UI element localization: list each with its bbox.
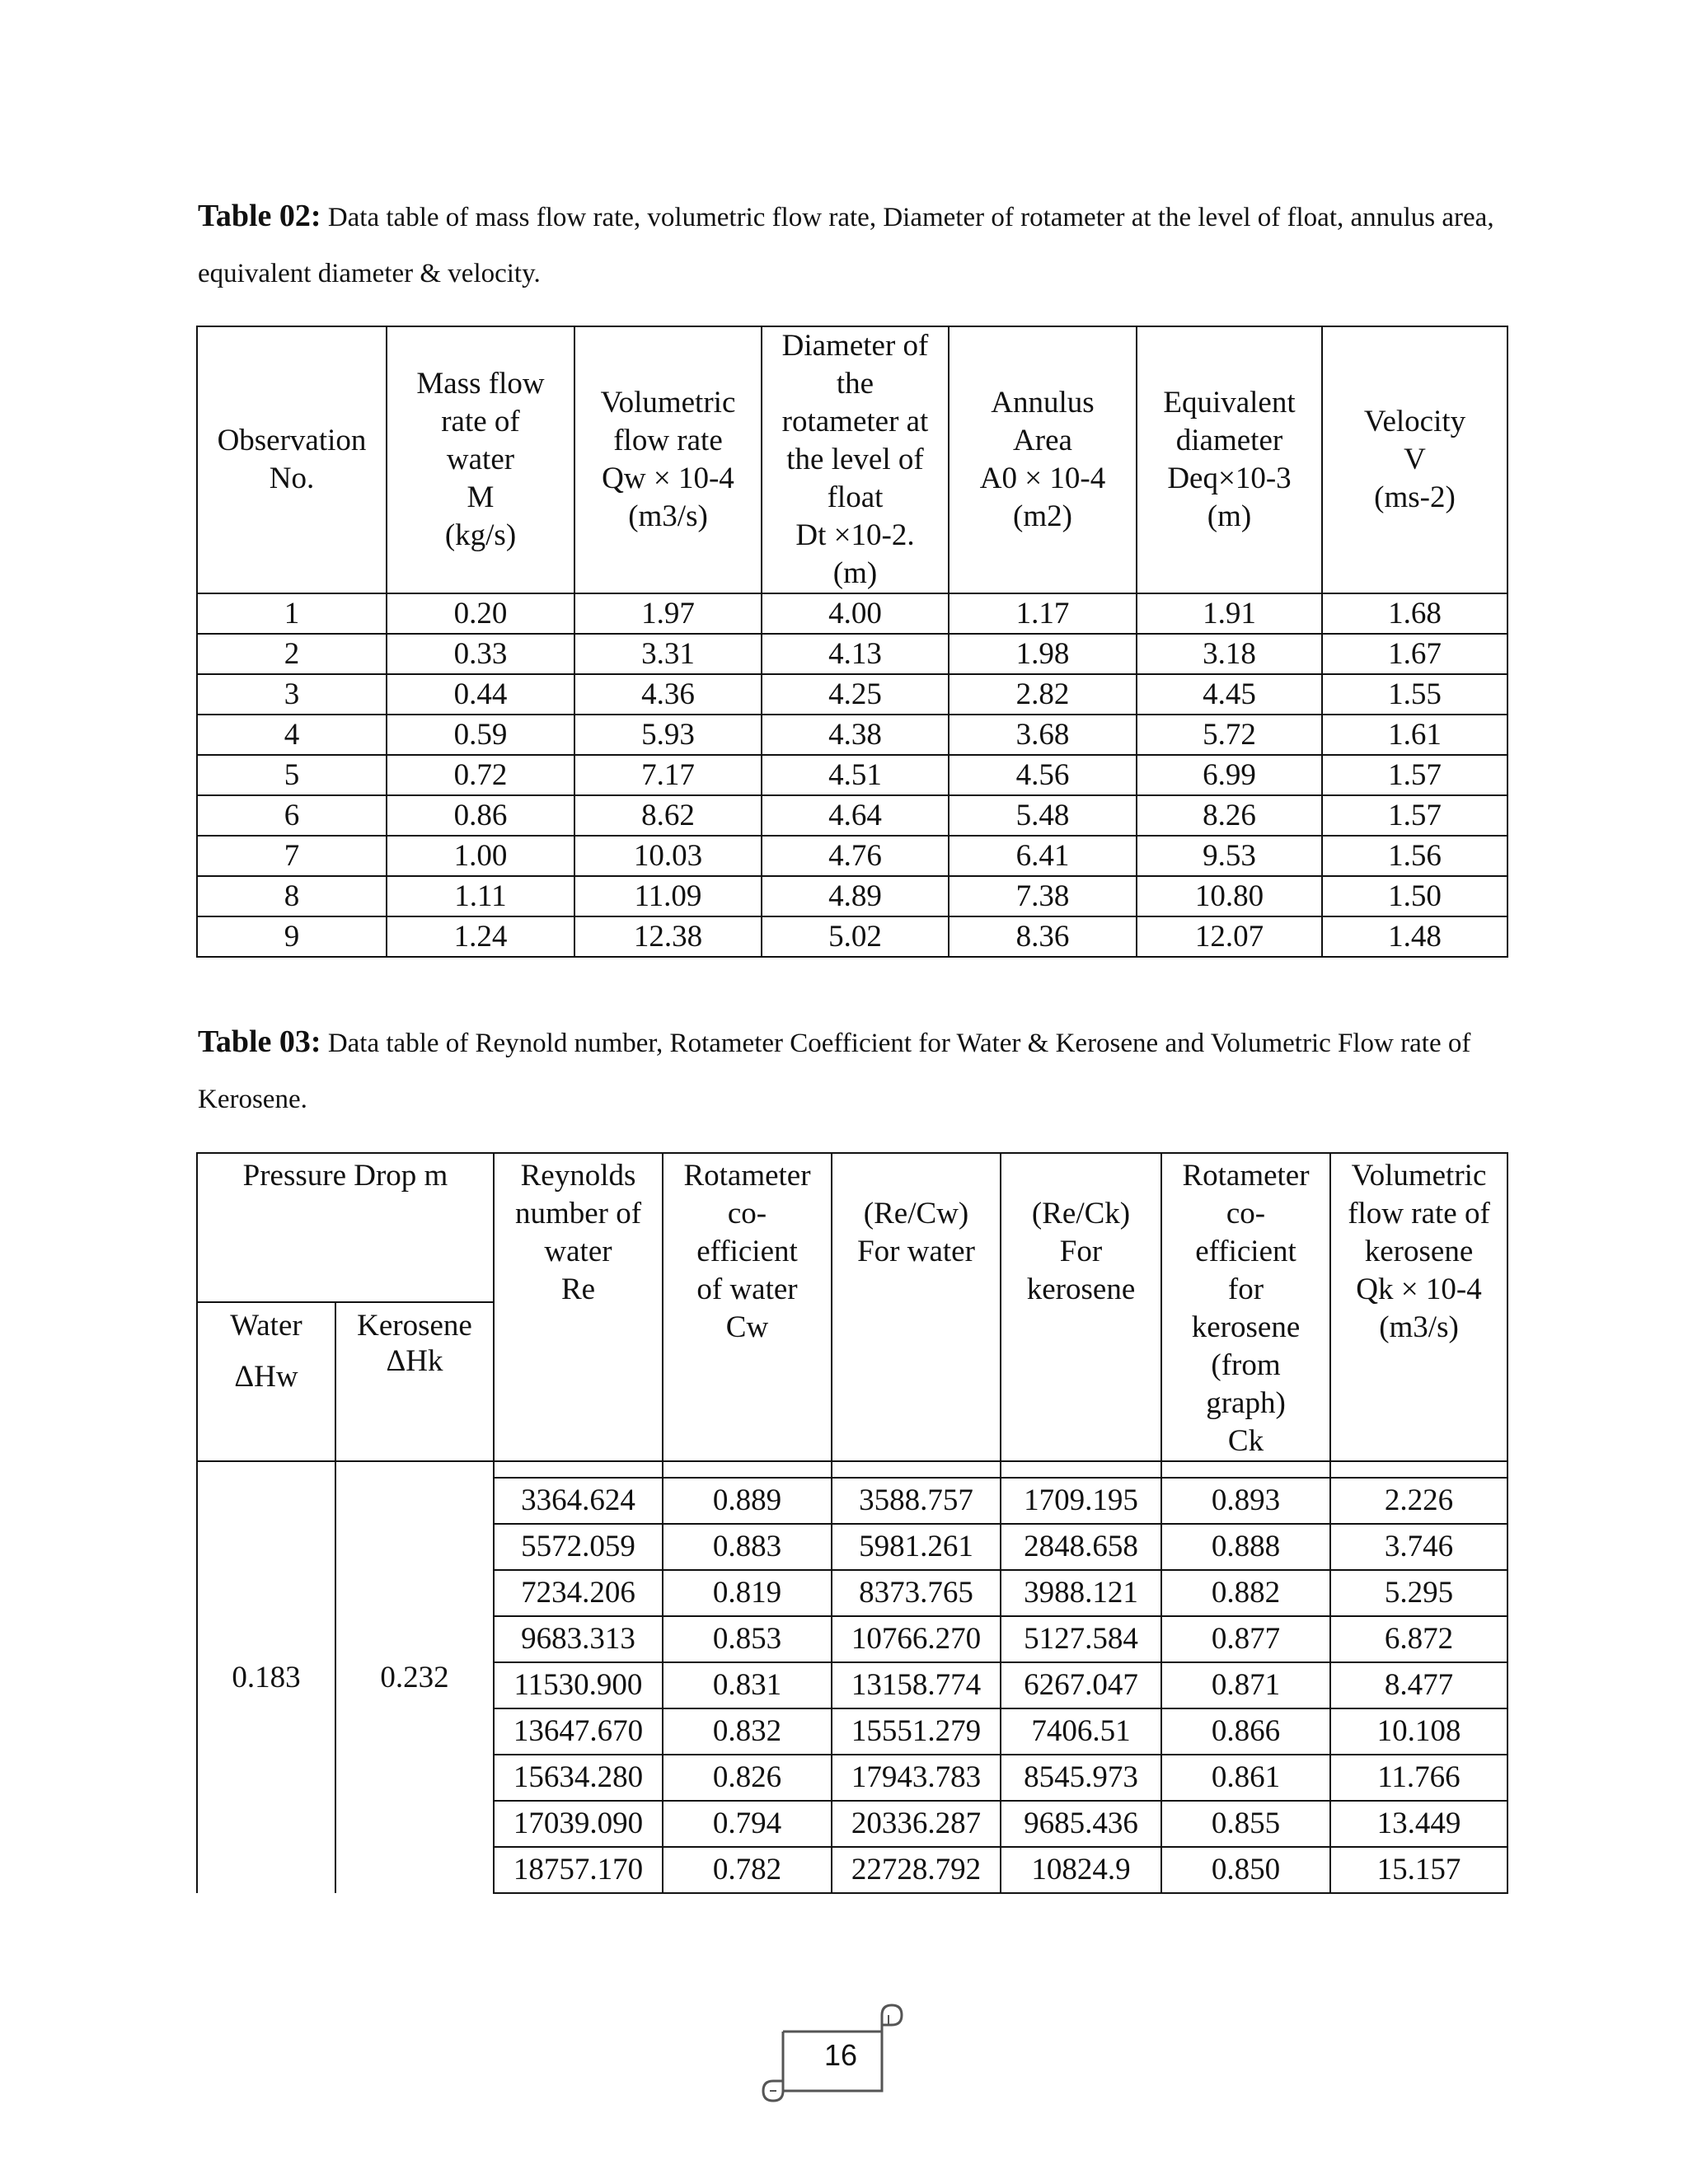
table-cell: 0.861	[1161, 1755, 1330, 1801]
table-cell: 3.746	[1330, 1524, 1507, 1570]
table-row	[197, 795, 1507, 836]
header-coef-water: Rotameter co- efficient of water Cw	[663, 1153, 832, 1461]
header-kerosene-dh: Kerosene ΔHk	[335, 1302, 494, 1461]
table-cell: 10766.270	[832, 1616, 1001, 1662]
table-row	[197, 836, 1507, 876]
table-cell: 3.18	[1137, 634, 1322, 674]
spacer-cell	[663, 1461, 832, 1478]
table02-caption-label: Table 02:	[198, 199, 321, 233]
table-cell: 7406.51	[1001, 1708, 1161, 1755]
table-cell: 8373.765	[832, 1570, 1001, 1616]
table-cell: 0.832	[663, 1708, 832, 1755]
table-cell: 0.44	[387, 674, 574, 715]
table03	[196, 1152, 1508, 1894]
table-cell: 2848.658	[1001, 1524, 1161, 1570]
table-cell: 7.17	[574, 755, 762, 795]
table-cell: 15551.279	[832, 1708, 1001, 1755]
table-cell: 9	[197, 916, 387, 957]
table-cell: 9.53	[1137, 836, 1322, 876]
table-cell: 7	[197, 836, 387, 876]
table-cell: 1.67	[1322, 634, 1507, 674]
table-cell: 0.831	[663, 1662, 832, 1708]
table-cell: 0.782	[663, 1847, 832, 1893]
table-cell: 1.61	[1322, 715, 1507, 755]
table-cell: 3	[197, 674, 387, 715]
table-cell: 0.866	[1161, 1708, 1330, 1755]
table-cell: 1.50	[1322, 876, 1507, 916]
table-cell: 1.24	[387, 916, 574, 957]
table-cell: 4.76	[762, 836, 949, 876]
table-cell: 3588.757	[832, 1478, 1001, 1524]
table-cell: 0.59	[387, 715, 574, 755]
table-cell: 0.86	[387, 795, 574, 836]
water-dh-cell: 0.183	[197, 1461, 335, 1893]
table-cell: 18757.170	[494, 1847, 663, 1893]
spacer-row	[197, 1461, 1507, 1478]
table-cell: 0.819	[663, 1570, 832, 1616]
table-cell: 7.38	[949, 876, 1137, 916]
table-cell: 1.97	[574, 593, 762, 634]
table-cell: 5981.261	[832, 1524, 1001, 1570]
page-number: 16	[823, 2038, 858, 2072]
table-row	[197, 916, 1507, 957]
table-cell: 13.449	[1330, 1801, 1507, 1847]
header-equivalent-diameter: Equivalent diameter Deq×10-3 (m)	[1137, 326, 1322, 593]
table-cell: 1.68	[1322, 593, 1507, 634]
table-cell: 6.872	[1330, 1616, 1507, 1662]
header-velocity: Velocity V (ms-2)	[1322, 326, 1507, 593]
table-cell: 1.57	[1322, 795, 1507, 836]
table-cell: 5.93	[574, 715, 762, 755]
table-cell: 0.877	[1161, 1616, 1330, 1662]
table-cell: 1.57	[1322, 755, 1507, 795]
table-cell: 0.882	[1161, 1570, 1330, 1616]
table-cell: 9683.313	[494, 1616, 663, 1662]
kerosene-dh-cell: 0.232	[335, 1461, 494, 1893]
table-cell: 6	[197, 795, 387, 836]
spacer-cell	[1161, 1461, 1330, 1478]
table-row	[197, 674, 1507, 715]
table-cell: 5.72	[1137, 715, 1322, 755]
table-cell: 8.477	[1330, 1662, 1507, 1708]
header-diameter: Diameter of the rotameter at the level of float Dt ×10-2. (m)	[762, 326, 949, 593]
table03-caption-text: Data table of Reynold number, Rotameter Coefficient for Water & Kerosene and Volumetric Flow rate of Kerosene.	[198, 1029, 1471, 1114]
table-cell: 1.17	[949, 593, 1137, 634]
table-cell: 20336.287	[832, 1801, 1001, 1847]
table-cell: 5.02	[762, 916, 949, 957]
table-cell: 0.850	[1161, 1847, 1330, 1893]
table-cell: 11530.900	[494, 1662, 663, 1708]
table-cell: 11.09	[574, 876, 762, 916]
table-cell: 0.72	[387, 755, 574, 795]
table-cell: 0.883	[663, 1524, 832, 1570]
table-cell: 5.295	[1330, 1570, 1507, 1616]
header-volumetric-flow: Volumetric flow rate Qw × 10-4 (m3/s)	[574, 326, 762, 593]
header-coef-kerosene: Rotameter co- efficient for kerosene (from graph) Ck	[1161, 1153, 1330, 1461]
table-cell: 1	[197, 593, 387, 634]
table-cell: 6267.047	[1001, 1662, 1161, 1708]
table02-caption	[198, 188, 1517, 302]
header-mass-flow: Mass flow rate of water M (kg/s)	[387, 326, 574, 593]
table-cell: 11.766	[1330, 1755, 1507, 1801]
spacer-cell	[832, 1461, 1001, 1478]
table-cell: 5.48	[949, 795, 1137, 836]
spacer-cell	[494, 1461, 663, 1478]
table-cell: 1.98	[949, 634, 1137, 674]
table-row	[197, 634, 1507, 674]
table03-caption	[198, 1014, 1517, 1127]
header-vol-kerosene: Volumetric flow rate of kerosene Qk × 10-4 (m3/s)	[1330, 1153, 1507, 1461]
table-cell: 22728.792	[832, 1847, 1001, 1893]
header-observation: Observation No.	[197, 326, 387, 593]
table-cell: 4	[197, 715, 387, 755]
table-cell: 15.157	[1330, 1847, 1507, 1893]
table-cell: 1.91	[1137, 593, 1322, 634]
table-cell: 4.56	[949, 755, 1137, 795]
table-cell: 4.45	[1137, 674, 1322, 715]
header-reynolds: Reynolds number of water Re	[494, 1153, 663, 1461]
table-cell: 1.56	[1322, 836, 1507, 876]
table-cell: 4.36	[574, 674, 762, 715]
table03-caption-label: Table 03:	[198, 1024, 321, 1059]
table-cell: 3988.121	[1001, 1570, 1161, 1616]
table-cell: 12.38	[574, 916, 762, 957]
table-cell: 9685.436	[1001, 1801, 1161, 1847]
table-cell: 15634.280	[494, 1755, 663, 1801]
table-cell: 2.82	[949, 674, 1137, 715]
table-cell: 8.62	[574, 795, 762, 836]
table-cell: 4.51	[762, 755, 949, 795]
table-cell: 4.00	[762, 593, 949, 634]
table-cell: 4.89	[762, 876, 949, 916]
table-cell: 1709.195	[1001, 1478, 1161, 1524]
table-cell: 10.80	[1137, 876, 1322, 916]
table-cell: 0.853	[663, 1616, 832, 1662]
table-row	[197, 715, 1507, 755]
table-cell: 0.888	[1161, 1524, 1330, 1570]
header-re-cw: (Re/Cw) For water	[832, 1153, 1001, 1461]
table-cell: 8	[197, 876, 387, 916]
table-cell: 1.00	[387, 836, 574, 876]
table-cell: 8545.973	[1001, 1755, 1161, 1801]
table-row	[197, 876, 1507, 916]
table-row	[197, 755, 1507, 795]
table-cell: 17943.783	[832, 1755, 1001, 1801]
table-cell: 5572.059	[494, 1524, 663, 1570]
table-cell: 10.108	[1330, 1708, 1507, 1755]
table-cell: 13647.670	[494, 1708, 663, 1755]
table-cell: 4.38	[762, 715, 949, 755]
table-cell: 3.31	[574, 634, 762, 674]
table-cell: 12.07	[1137, 916, 1322, 957]
header-water-dh: Water ΔHw	[197, 1302, 335, 1461]
table-cell: 4.13	[762, 634, 949, 674]
table-cell: 17039.090	[494, 1801, 663, 1847]
table-cell: 5127.584	[1001, 1616, 1161, 1662]
spacer-cell	[1330, 1461, 1507, 1478]
table-cell: 10824.9	[1001, 1847, 1161, 1893]
table-cell: 8.36	[949, 916, 1137, 957]
table03-body	[197, 1461, 1507, 1893]
table-cell: 4.25	[762, 674, 949, 715]
table-cell: 3364.624	[494, 1478, 663, 1524]
table-cell: 7234.206	[494, 1570, 663, 1616]
table-cell: 1.11	[387, 876, 574, 916]
table-cell: 3.68	[949, 715, 1137, 755]
table-cell: 1.48	[1322, 916, 1507, 957]
table-cell: 4.64	[762, 795, 949, 836]
table-cell: 0.20	[387, 593, 574, 634]
table-cell: 2.226	[1330, 1478, 1507, 1524]
spacer-cell	[1001, 1461, 1161, 1478]
header-re-ck: (Re/Ck) For kerosene	[1001, 1153, 1161, 1461]
table-cell: 6.99	[1137, 755, 1322, 795]
table-cell: 0.794	[663, 1801, 832, 1847]
table02-body	[197, 593, 1507, 957]
table-cell: 13158.774	[832, 1662, 1001, 1708]
table02-caption-text: Data table of mass flow rate, volumetric flow rate, Diameter of rotameter at the level of float, annulus area, equivalent diameter & velocity.	[198, 203, 1494, 288]
table-cell: 8.26	[1137, 795, 1322, 836]
header-pressure-drop: Pressure Drop m	[197, 1153, 494, 1302]
header-annulus-area: Annulus Area A0 × 10-4 (m2)	[949, 326, 1137, 593]
table02	[196, 326, 1508, 958]
table-cell: 5	[197, 755, 387, 795]
table-cell: 0.855	[1161, 1801, 1330, 1847]
table-cell: 1.55	[1322, 674, 1507, 715]
table-cell: 10.03	[574, 836, 762, 876]
table-cell: 0.826	[663, 1755, 832, 1801]
table-cell: 0.33	[387, 634, 574, 674]
table-cell: 0.871	[1161, 1662, 1330, 1708]
table-cell: 0.889	[663, 1478, 832, 1524]
table-cell: 0.893	[1161, 1478, 1330, 1524]
table-cell: 2	[197, 634, 387, 674]
table-cell: 6.41	[949, 836, 1137, 876]
table-row	[197, 593, 1507, 634]
